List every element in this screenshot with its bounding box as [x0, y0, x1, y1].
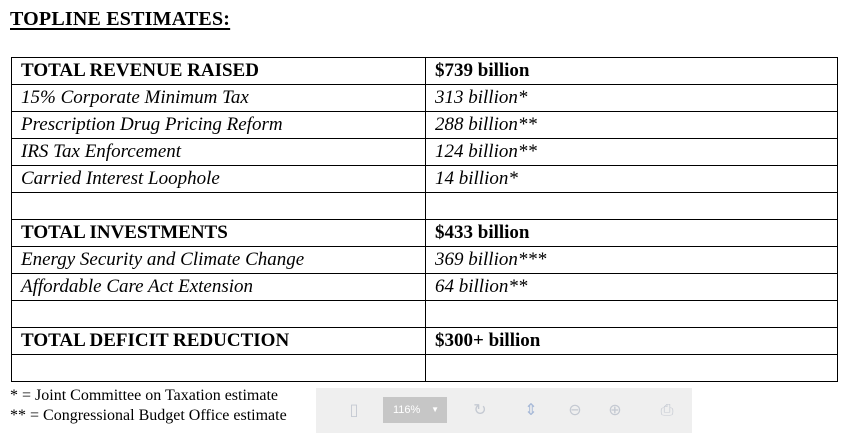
- row-value: $300+ billion: [426, 328, 838, 355]
- row-label: TOTAL DEFICIT REDUCTION: [12, 328, 426, 355]
- footnote-cbo: ** = Congressional Budget Office estimate: [10, 407, 287, 424]
- row-label: IRS Tax Enforcement: [12, 139, 426, 166]
- table-row: [12, 274, 838, 301]
- table-row: [12, 328, 838, 355]
- row-label: Energy Security and Climate Change: [12, 247, 426, 274]
- row-label: [12, 355, 426, 382]
- row-value: 14 billion*: [426, 166, 838, 193]
- table-row: [12, 220, 838, 247]
- page-icon[interactable]: ▯: [349, 400, 359, 419]
- row-value: $433 billion: [426, 220, 838, 247]
- row-value: 124 billion**: [426, 139, 838, 166]
- table-row: [12, 58, 838, 85]
- estimates-table: [11, 57, 838, 382]
- zoom-in-icon[interactable]: ⊕: [608, 400, 622, 419]
- table-row: [12, 166, 838, 193]
- estimates-table-body: [12, 58, 838, 382]
- page-heading: TOPLINE ESTIMATES:: [10, 8, 231, 30]
- row-value: 288 billion**: [426, 112, 838, 139]
- row-value: [426, 193, 838, 220]
- row-label: TOTAL INVESTMENTS: [12, 220, 426, 247]
- row-label: Affordable Care Act Extension: [12, 274, 426, 301]
- row-value: 64 billion**: [426, 274, 838, 301]
- row-label: [12, 193, 426, 220]
- row-label: Carried Interest Loophole: [12, 166, 426, 193]
- table-row: [12, 112, 838, 139]
- zoom-value: 116%: [393, 404, 421, 416]
- zoom-select[interactable]: [383, 397, 447, 423]
- table-row: [12, 139, 838, 166]
- row-value: 313 billion*: [426, 85, 838, 112]
- row-value: 369 billion***: [426, 247, 838, 274]
- chevron-down-icon: ▼: [431, 405, 439, 414]
- pdf-viewer-toolbar: [316, 388, 692, 433]
- table-row-blank: [12, 301, 838, 328]
- footnotes: [10, 386, 287, 426]
- row-label: TOTAL REVENUE RAISED: [12, 58, 426, 85]
- print-icon[interactable]: ⎙: [660, 400, 674, 419]
- footnote-jct: * = Joint Committee on Taxation estimate: [10, 387, 279, 404]
- row-value: [426, 355, 838, 382]
- rotate-icon[interactable]: ↻: [473, 400, 487, 419]
- row-value: [426, 301, 838, 328]
- table-row: [12, 85, 838, 112]
- row-label: 15% Corporate Minimum Tax: [12, 85, 426, 112]
- row-value: $739 billion: [426, 58, 838, 85]
- row-label: Prescription Drug Pricing Reform: [12, 112, 426, 139]
- table-row-blank: [12, 193, 838, 220]
- fit-page-icon[interactable]: ⇕: [524, 400, 538, 419]
- zoom-out-icon[interactable]: ⊖: [568, 400, 582, 419]
- row-label: [12, 301, 426, 328]
- table-row-blank: [12, 355, 838, 382]
- table-row: [12, 247, 838, 274]
